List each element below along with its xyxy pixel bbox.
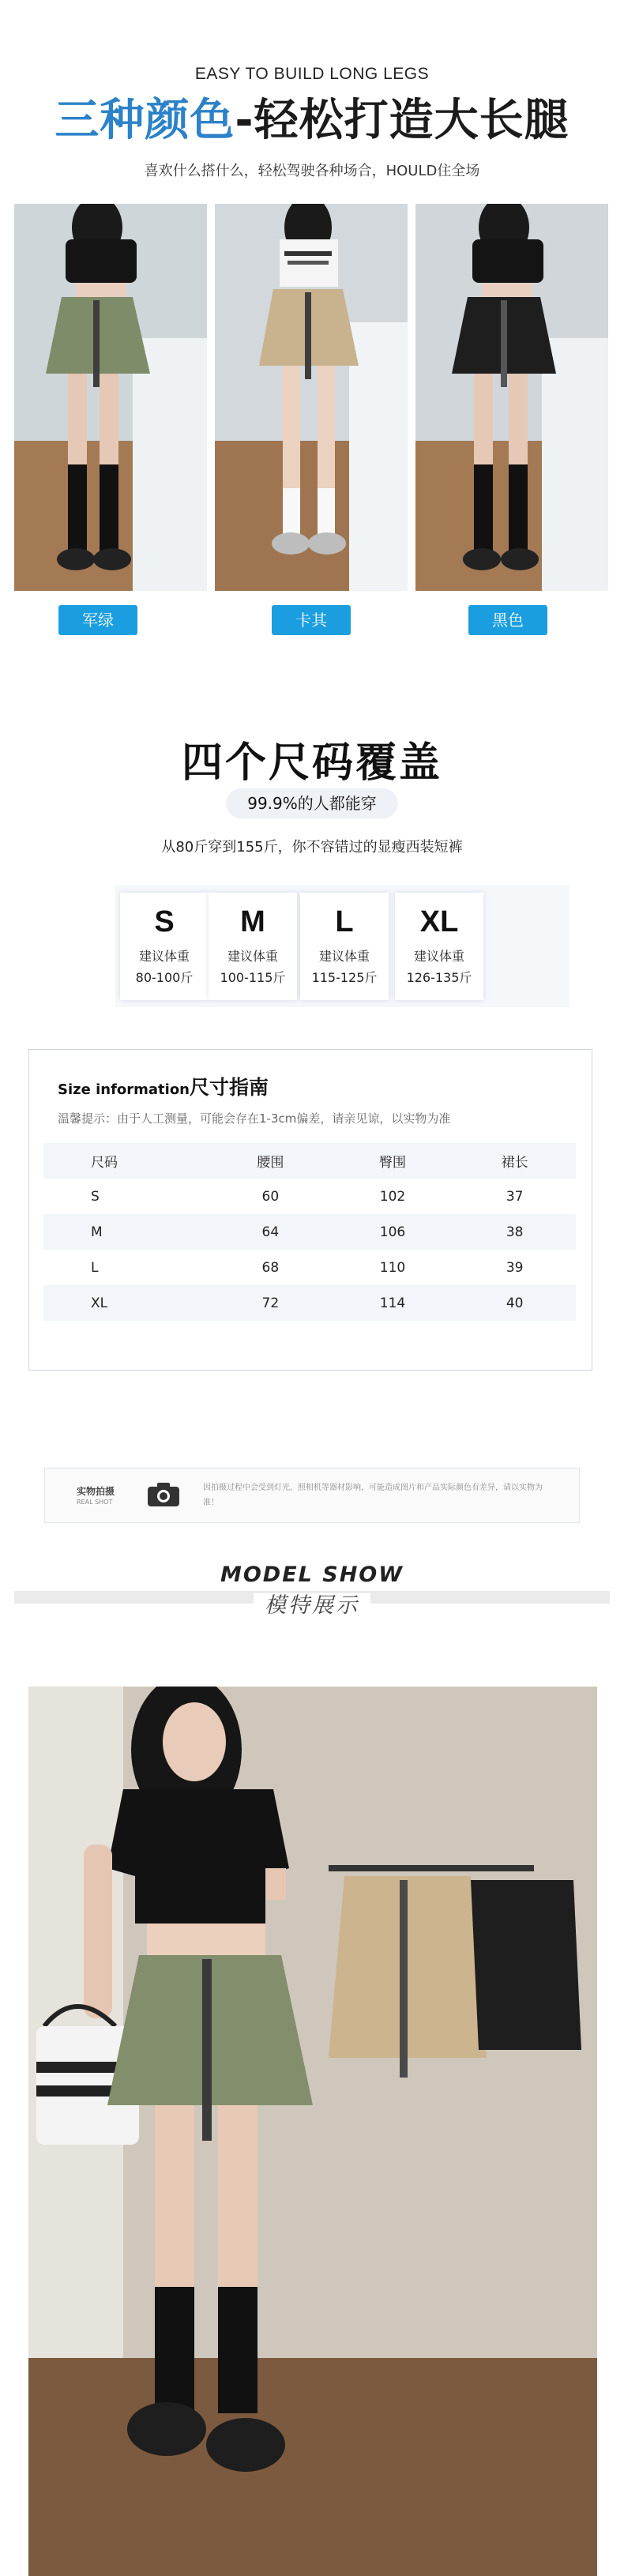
sizes-description: 从80斤穿到155斤，你不容错过的显瘦西装短裤	[161, 839, 463, 856]
section-description: 喜欢什么搭什么，轻松驾驶各种场合，HOULD住全场	[144, 163, 480, 179]
size-guide-card	[28, 1049, 592, 1371]
size-table	[43, 1143, 576, 1321]
camera-icon	[146, 1481, 181, 1511]
cell-waist: 64	[209, 1214, 332, 1250]
size-guide-title	[58, 1072, 269, 1100]
size-weight-range: 100-115斤	[220, 970, 286, 985]
section-title	[0, 93, 624, 149]
model-show-title: MODEL SHOW	[220, 1563, 404, 1587]
model-show-subtitle	[0, 1588, 624, 1619]
table-row	[43, 1285, 576, 1321]
size-card-xl	[395, 893, 483, 1000]
size-weight-range: 80-100斤	[135, 970, 194, 985]
size-guide-title-cn: 尺寸指南	[190, 1076, 269, 1099]
cell-hip: 110	[379, 1259, 406, 1276]
size-weight-label: 建议体重	[318, 949, 370, 964]
cell-waist: 60	[261, 1188, 280, 1205]
sizes-title: 四个尺码覆盖	[181, 739, 442, 787]
title-rest: -轻松打造大长腿	[235, 95, 569, 146]
title-highlight: 三种颜色	[55, 95, 235, 146]
cell-size: S	[91, 1188, 100, 1205]
cell-waist: 72	[209, 1285, 332, 1321]
cell-length: 37	[506, 1188, 524, 1205]
color-tag-khaki: 卡其	[272, 605, 351, 635]
cell-hip: 114	[332, 1285, 454, 1321]
size-card-s	[120, 893, 209, 1000]
size-card-m	[209, 893, 297, 1000]
real-shot-label: 实物拍摄	[77, 1486, 115, 1497]
size-weight-label: 建议体重	[227, 949, 278, 964]
header-waist: 腰围	[209, 1143, 332, 1179]
color-tag-green: 军绿	[58, 605, 137, 635]
cell-length: 39	[506, 1259, 524, 1276]
size-letter: XL	[419, 905, 459, 938]
model-show-subtitle-text: 模特展示	[254, 1593, 370, 1618]
header-size: 尺码	[43, 1143, 209, 1179]
size-weight-range: 115-125斤	[311, 970, 378, 985]
table-row	[43, 1214, 576, 1250]
product-photo-green	[14, 204, 207, 591]
cell-hip: 102	[379, 1188, 406, 1205]
cell-length: 38	[453, 1214, 576, 1250]
coverage-badge: 99.9%的人都能穿	[226, 788, 398, 818]
table-row	[43, 1250, 576, 1285]
size-weight-label: 建议体重	[138, 949, 190, 964]
header-hip: 臀围	[332, 1143, 454, 1179]
size-weight-range: 126-135斤	[406, 970, 472, 985]
size-guide-title-en: Size information	[58, 1081, 190, 1098]
model-photo	[28, 1687, 597, 2576]
size-letter: S	[154, 905, 175, 938]
size-weight-label: 建议体重	[413, 949, 464, 964]
cell-waist: 68	[261, 1259, 280, 1276]
size-guide-tip: 温馨提示：由于人工测量，可能会存在1-3cm偏差，请亲见谅，以实物为准	[58, 1111, 451, 1126]
cell-length: 40	[453, 1285, 576, 1321]
product-photo-khaki	[215, 204, 408, 591]
table-row	[43, 1179, 576, 1214]
color-tag-black: 黑色	[468, 605, 547, 635]
size-letter: L	[335, 905, 354, 938]
size-letter: M	[240, 905, 265, 938]
cell-size: XL	[43, 1285, 209, 1321]
real-shot-label-en: REAL SHOT	[77, 1499, 113, 1506]
header-length: 裙长	[453, 1143, 576, 1179]
cell-size: M	[43, 1214, 209, 1250]
real-shot-text: 因拍摄过程中会受到灯光，照相机等器材影响，可能造成图片和产品实际颜色有差异，请以实物为准！	[203, 1484, 543, 1507]
cell-hip: 106	[332, 1214, 454, 1250]
table-header-row	[43, 1143, 576, 1179]
real-shot-notice	[44, 1468, 580, 1523]
size-card-l	[300, 893, 389, 1000]
section-subtitle: EASY TO BUILD LONG LEGS	[194, 65, 430, 83]
cell-size: L	[91, 1259, 99, 1276]
product-photo-black	[415, 204, 608, 591]
